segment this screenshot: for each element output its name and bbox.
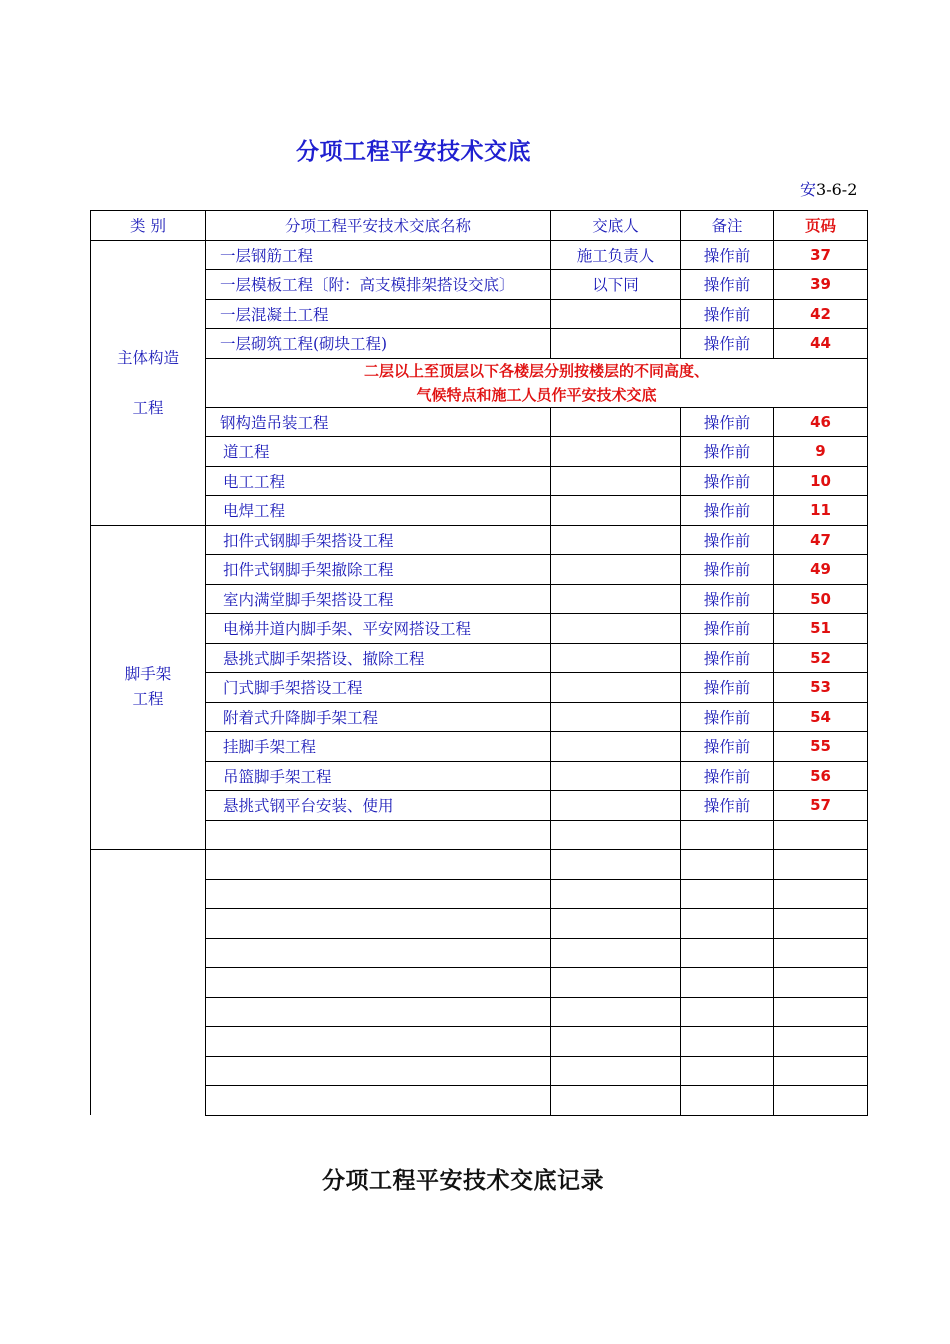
note-row <box>91 358 868 407</box>
table-row <box>91 466 868 496</box>
item-name: 门式脚手架搭设工程 <box>206 673 551 703</box>
category-line-1: 脚手架 <box>124 665 172 684</box>
table-row <box>91 643 868 673</box>
note-line-2: 气候特点和施工人员作平安技术交底 <box>416 385 657 404</box>
header-page: 页码 <box>774 211 868 241</box>
item-remark <box>681 850 774 880</box>
floor-note <box>206 358 868 407</box>
blank-row <box>91 850 868 880</box>
item-name: 一层混凝土工程 <box>206 299 551 329</box>
item-page: 37 <box>774 240 868 270</box>
category-line-2: 工程 <box>132 690 164 709</box>
category-scaffolding <box>91 525 206 850</box>
item-person: 以下同 <box>551 270 681 300</box>
category-main-structure <box>91 240 206 525</box>
table-row <box>91 407 868 437</box>
item-name: 扣件式钢脚手架撤除工程 <box>206 555 551 585</box>
table-row <box>91 270 868 300</box>
disclosure-table <box>90 210 868 1116</box>
item-name <box>206 850 551 880</box>
item-person <box>551 329 681 359</box>
item-page <box>774 1027 868 1057</box>
item-remark: 操作前 <box>681 673 774 703</box>
item-remark: 操作前 <box>681 643 774 673</box>
item-person: 施工负责人 <box>551 240 681 270</box>
item-remark <box>681 938 774 968</box>
item-person <box>551 407 681 437</box>
item-person <box>551 761 681 791</box>
item-name: 室内满堂脚手架搭设工程 <box>206 584 551 614</box>
category-line-2: 工程 <box>132 398 164 417</box>
table-row <box>91 525 868 555</box>
item-page: 56 <box>774 761 868 791</box>
table-row <box>91 299 868 329</box>
item-remark: 操作前 <box>681 791 774 821</box>
table-row <box>91 437 868 467</box>
item-page: 50 <box>774 584 868 614</box>
item-remark <box>681 997 774 1027</box>
item-name <box>206 879 551 909</box>
item-page: 55 <box>774 732 868 762</box>
blank-row <box>91 879 868 909</box>
left-column-open-bottom <box>88 1116 204 1120</box>
blank-row <box>91 1056 868 1086</box>
item-remark <box>681 879 774 909</box>
item-person <box>551 584 681 614</box>
table-row <box>91 702 868 732</box>
item-person <box>551 555 681 585</box>
item-name: 道工程 <box>206 437 551 467</box>
blank-row <box>91 938 868 968</box>
item-name <box>206 1027 551 1057</box>
item-name: 电工工程 <box>206 466 551 496</box>
item-remark: 操作前 <box>681 270 774 300</box>
item-page: 10 <box>774 466 868 496</box>
item-person <box>551 299 681 329</box>
item-person <box>551 673 681 703</box>
item-remark: 操作前 <box>681 732 774 762</box>
form-code-number: 3-6-2 <box>816 180 858 199</box>
header-category: 类 别 <box>91 211 206 241</box>
header-remark: 备注 <box>681 211 774 241</box>
item-name: 附着式升降脚手架工程 <box>206 702 551 732</box>
item-name: 一层钢筋工程 <box>206 240 551 270</box>
form-code-prefix: 安 <box>800 180 817 199</box>
table-row <box>91 732 868 762</box>
item-name <box>206 968 551 998</box>
item-person <box>551 820 681 850</box>
blank-row <box>91 1027 868 1057</box>
item-person <box>551 466 681 496</box>
item-remark: 操作前 <box>681 240 774 270</box>
item-name: 电梯井道内脚手架、平安网搭设工程 <box>206 614 551 644</box>
item-remark: 操作前 <box>681 761 774 791</box>
header-name: 分项工程平安技术交底名称 <box>206 211 551 241</box>
item-page: 49 <box>774 555 868 585</box>
table-row <box>91 329 868 359</box>
item-remark <box>681 1056 774 1086</box>
item-name <box>206 938 551 968</box>
item-person <box>551 437 681 467</box>
item-page <box>774 1056 868 1086</box>
header-row <box>91 211 868 241</box>
note-line-1: 二层以上至顶层以下各楼层分别按楼层的不同高度、 <box>363 361 709 380</box>
page-title: 分项工程平安技术交底 <box>296 139 531 165</box>
item-page: 51 <box>774 614 868 644</box>
item-person <box>551 938 681 968</box>
item-page: 47 <box>774 525 868 555</box>
item-person <box>551 702 681 732</box>
item-person <box>551 732 681 762</box>
form-code <box>800 177 857 200</box>
table-row <box>91 496 868 526</box>
item-person <box>551 643 681 673</box>
header-person: 交底人 <box>551 211 681 241</box>
blank-row <box>91 968 868 998</box>
item-name: 一层砌筑工程(砌块工程) <box>206 329 551 359</box>
item-remark: 操作前 <box>681 614 774 644</box>
table-row <box>91 240 868 270</box>
item-person <box>551 496 681 526</box>
item-page: 53 <box>774 673 868 703</box>
item-remark: 操作前 <box>681 329 774 359</box>
item-person <box>551 909 681 939</box>
item-remark: 操作前 <box>681 702 774 732</box>
item-page: 54 <box>774 702 868 732</box>
item-page: 46 <box>774 407 868 437</box>
item-remark <box>681 1086 774 1116</box>
blank-row <box>91 1086 868 1116</box>
item-page: 42 <box>774 299 868 329</box>
blank-row <box>91 997 868 1027</box>
item-remark: 操作前 <box>681 525 774 555</box>
table-row <box>91 673 868 703</box>
item-page <box>774 879 868 909</box>
item-person <box>551 879 681 909</box>
item-page <box>774 968 868 998</box>
item-remark <box>681 909 774 939</box>
item-remark: 操作前 <box>681 496 774 526</box>
item-name <box>206 820 551 850</box>
item-page <box>774 997 868 1027</box>
table-row <box>91 761 868 791</box>
item-page <box>774 909 868 939</box>
item-name <box>206 1086 551 1116</box>
item-person <box>551 1027 681 1057</box>
item-remark <box>681 820 774 850</box>
item-person <box>551 968 681 998</box>
item-remark: 操作前 <box>681 407 774 437</box>
item-person <box>551 791 681 821</box>
item-name: 悬挑式钢平台安装、使用 <box>206 791 551 821</box>
item-name: 悬挑式脚手架搭设、撤除工程 <box>206 643 551 673</box>
item-page <box>774 850 868 880</box>
item-page: 9 <box>774 437 868 467</box>
item-page: 57 <box>774 791 868 821</box>
table-row <box>91 791 868 821</box>
item-person <box>551 614 681 644</box>
item-page: 44 <box>774 329 868 359</box>
blank-row <box>91 909 868 939</box>
item-name: 扣件式钢脚手架搭设工程 <box>206 525 551 555</box>
item-page <box>774 1086 868 1116</box>
table-row <box>91 820 868 850</box>
item-remark: 操作前 <box>681 466 774 496</box>
item-page: 52 <box>774 643 868 673</box>
item-name <box>206 1056 551 1086</box>
table-row <box>91 584 868 614</box>
item-remark <box>681 968 774 998</box>
category-line-1: 主体构造 <box>116 348 179 367</box>
item-page <box>774 820 868 850</box>
item-person <box>551 525 681 555</box>
item-name: 一层模板工程〔附：高支模排架搭设交底〕 <box>206 270 551 300</box>
item-remark: 操作前 <box>681 299 774 329</box>
table-row <box>91 614 868 644</box>
item-remark: 操作前 <box>681 555 774 585</box>
item-name: 挂脚手架工程 <box>206 732 551 762</box>
item-person <box>551 1056 681 1086</box>
item-name <box>206 909 551 939</box>
item-person <box>551 850 681 880</box>
table-row <box>91 555 868 585</box>
item-page: 11 <box>774 496 868 526</box>
item-name: 钢构造吊装工程 <box>206 407 551 437</box>
item-remark: 操作前 <box>681 437 774 467</box>
category-blank <box>91 850 206 1116</box>
item-remark <box>681 1027 774 1057</box>
item-name <box>206 997 551 1027</box>
item-remark: 操作前 <box>681 584 774 614</box>
item-name: 吊篮脚手架工程 <box>206 761 551 791</box>
item-person <box>551 1086 681 1116</box>
item-name: 电焊工程 <box>206 496 551 526</box>
footer-title: 分项工程平安技术交底记录 <box>322 1168 604 1194</box>
item-person <box>551 997 681 1027</box>
item-page: 39 <box>774 270 868 300</box>
item-page <box>774 938 868 968</box>
